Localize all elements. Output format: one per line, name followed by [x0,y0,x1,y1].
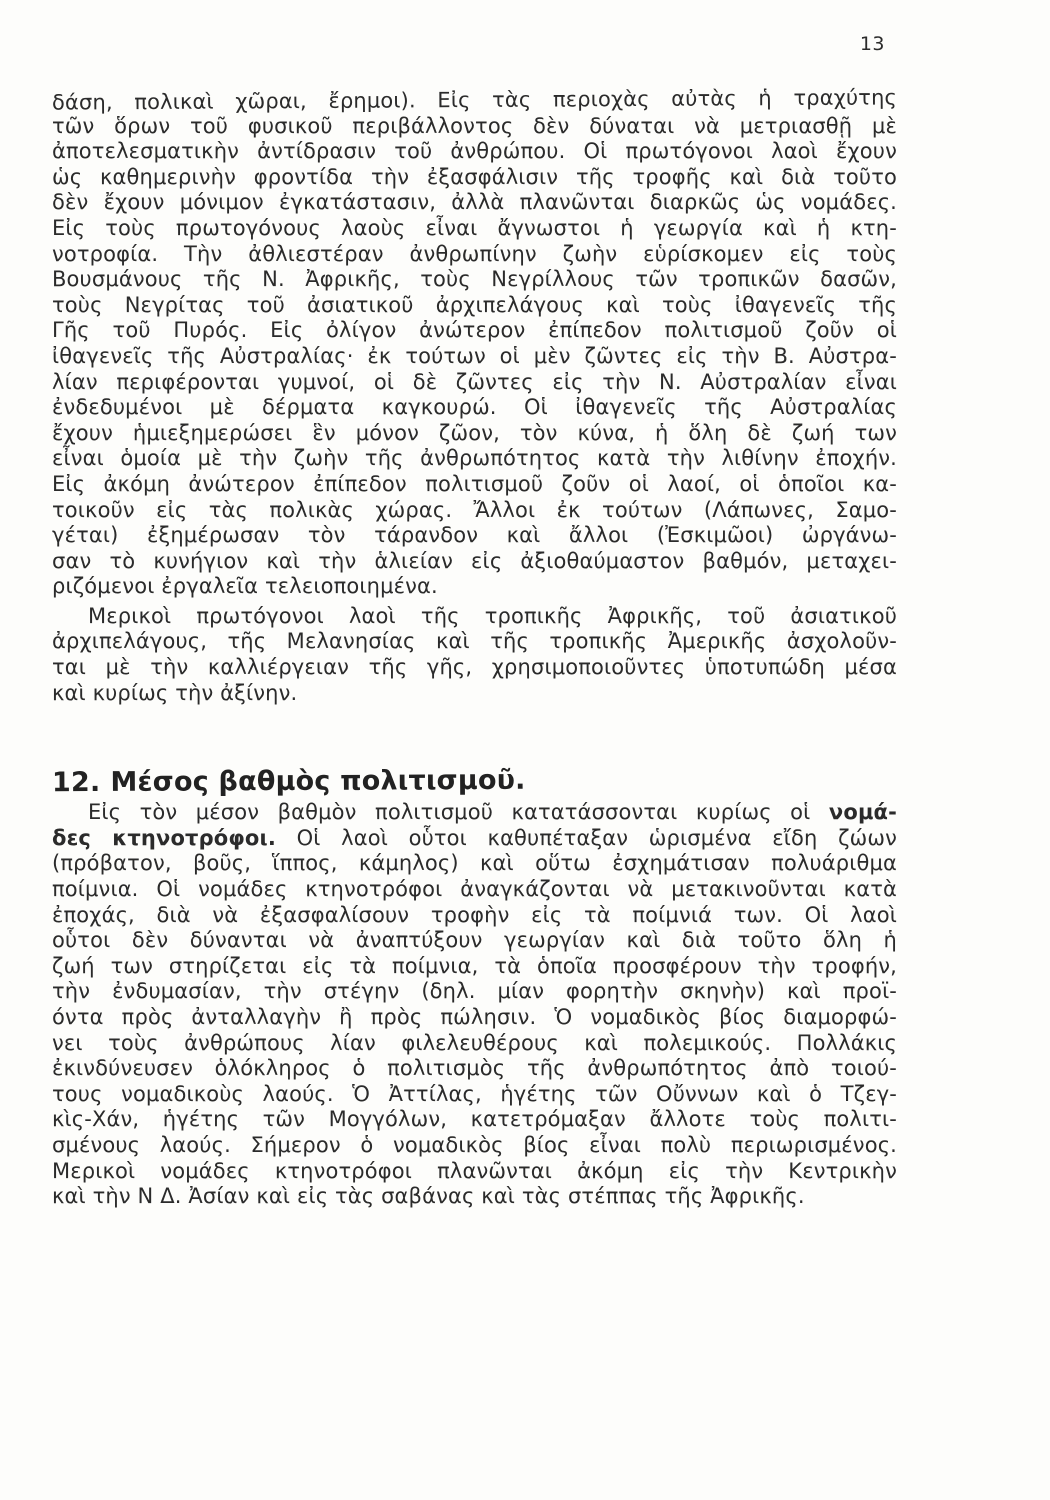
text-line: γέται) ἐξημέρωσαν τὸν τάρανδον καὶ ἄλλοι (Ἐσκιμῶοι) ὠργάνω- [52,523,897,548]
section-spacer [52,706,897,764]
text-line: τους νομαδικοὺς λαούς. Ὁ Ἀττίλας, ἡγέτης τῶν Οὔννων καὶ ὁ Τζεγ- [52,1081,897,1106]
text-column [51,85,898,1210]
text-line: καὶ κυρίως τὴν ἀξίνην. [52,680,298,705]
text-line: εἶναι ὁμοία μὲ τὴν ζωὴν τῆς ἀνθρωπότητος κατὰ τὴν λιθίνην ἐποχήν. [52,446,897,471]
text-line: σμένους λαούς. Σήμερον ὁ νομαδικὸς βίος εἶναι πολὺ περιωρισμένος. [52,1132,897,1157]
text-line: ποίμνια. Οἱ νομάδες κτηνοτρόφοι ἀναγκάζονται νὰ μετακινοῦνται κατὰ [52,877,897,902]
section-heading [52,762,897,802]
bold-term: δες κτηνοτρόφοι. [52,825,276,850]
text-line: ἐποχάς, διὰ νὰ ἐξασφαλίσουν τροφὴν εἰς τὰ ποίμνιά των. Οἱ λαοὶ [52,902,897,927]
page-number: 13 [859,33,885,55]
text-line: Μερικοὶ νομάδες κτηνοτρόφοι πλανῶνται ἀκόμη εἰς τὴν Κεντρικὴν [52,1158,897,1183]
paragraph-2 [52,604,897,706]
text-line: ἐκινδύνευσεν ὁλόκληρος ὁ πολιτισμὸς τῆς ἀνθρωπότητος ἀπὸ τοιού- [52,1056,897,1081]
paragraph-1 [51,85,898,600]
text-line: κὶς-Χάν, ἡγέτης τῶν Μογγόλων, κατετρόμαξαν ἄλλοτε τοὺς πολιτι- [52,1107,897,1132]
text-line: νει τοὺς ἀνθρώπους λίαν φιλελευθέρους καὶ πολεμικούς. Πολλάκις [52,1030,897,1055]
line-text: Εἰς τὸν μέσον βαθμὸν πολιτισμοῦ κατατάσσονται κυρίως οἱ [88,800,811,825]
text-line: δάση, πολικαὶ χῶραι, ἔρημοι). Εἰς τὰς περιοχὰς αὐτὰς ἡ τραχύτης [51,85,898,115]
text-line: Μερικοὶ πρωτόγονοι λαοὶ τῆς τροπικῆς Ἀφρικῆς, τοῦ ἀσιατικοῦ [88,603,897,628]
text-line: ται μὲ τὴν καλλιέργειαν τῆς γῆς, χρησιμοποιοῦντες ὑποτυπώδη μέσα [52,655,897,680]
text-line: Βουσμάνους τῆς Ν. Ἀφρικῆς, τοὺς Νεγρίλλους τῶν τροπικῶν δασῶν, [52,267,897,292]
text-line: τῶν ὅρων τοῦ φυσικοῦ περιβάλλοντος δὲν δύναται νὰ μετριασθῇ μὲ [52,113,897,138]
text-line: ἀρχιπελάγους, τῆς Μελανησίας καὶ τῆς τροπικῆς Ἀμερικῆς ἀσχολοῦν- [52,629,897,654]
text-line: τοικοῦν εἰς τὰς πολικὰς χώρας. Ἄλλοι ἐκ τούτων (Λάπωνες, Σαμο- [52,497,897,522]
text-line: τοὺς Νεγρίτας τοῦ ἀσιατικοῦ ἀρχιπελάγους καὶ τοὺς ἰθαγενεῖς τῆς [52,292,897,317]
text-line: Εἰς ἀκόμη ἀνώτερον ἐπίπεδον πολιτισμοῦ ζοῦν οἱ λαοί, οἱ ὁποῖοι κα- [52,471,897,496]
text-line: ἔχουν ἡμιεξημερώσει ἓν μόνον ζῶον, τὸν κύνα, ἡ ὅλη δὲ ζωή των [52,420,897,445]
text-line [52,800,897,826]
paragraph-3 [52,800,897,1210]
text-line: σαν τὸ κυνήγιον καὶ τὴν ἁλιείαν εἰς ἀξιοθαύμαστον βαθμόν, μεταχει- [52,548,897,573]
text-line: ἰθαγενεῖς τῆς Αὐστραλίας· ἐκ τούτων οἱ μὲν ζῶντες εἰς τὴν Β. Αὐστρα- [52,343,897,368]
text-line: όντα πρὸς ἀνταλλαγὴν ἢ πρὸς πώλησιν. Ὁ νομαδικὸς βίος διαμορφώ- [52,1005,897,1029]
text-line: καὶ τὴν Ν Δ. Ἀσίαν καὶ εἰς τὰς σαβάνας καὶ τὰς στέππας τῆς Ἀφρικῆς. [52,1184,805,1209]
text-line: τὴν ἐνδυμασίαν, τὴν στέγην (δηλ. μίαν φορητὴν σκηνὴν) καὶ προϊ- [52,979,897,1004]
section-number: 12. [51,767,101,799]
text-line: δὲν ἔχουν μόνιμον ἐγκατάστασιν, ἀλλὰ πλανῶνται διαρκῶς ὡς νομάδες. [52,190,897,215]
text-line [52,826,897,852]
text-line: ἐνδεδυμένοι μὲ δέρματα καγκουρώ. Οἱ ἰθαγενεῖς τῆς Αὐστραλίας [52,395,897,420]
text-line: ὡς καθημερινὴν φροντίδα τὴν ἐξασφάλισιν τῆς τροφῆς καὶ διὰ τοῦτο [52,164,897,189]
text-line: Γῆς τοῦ Πυρός. Εἰς ὀλίγον ἀνώτερον ἐπίπεδον πολιτισμοῦ ζοῦν οἱ [52,318,897,343]
text-line: (πρόβατον, βοῦς, ἵππος, κάμηλος) καὶ οὕτω ἐσχημάτισαν πολυάριθμα [52,851,897,876]
line-text: Οἱ λαοὶ οὗτοι καθυπέταξαν ὡρισμένα εἴδη ζώων [275,825,897,850]
text-line: οὗτοι δὲν δύνανται νὰ ἀναπτύξουν γεωργίαν καὶ διὰ τοῦτο ὅλη ἡ [52,928,897,953]
text-line: ἀποτελεσματικὴν ἀντίδρασιν τοῦ ἀνθρώπου. Οἱ πρωτόγονοι λαοὶ ἔχουν [52,139,897,164]
text-line: Εἰς τοὺς πρωτογόνους λαοὺς εἶναι ἄγνωστοι ἡ γεωργία καὶ ἡ κτη- [52,215,897,240]
bold-term: νομά- [828,800,897,825]
text-line: λίαν περιφέρονται γυμνοί, οἱ δὲ ζῶντες εἰς τὴν Ν. Αὐστραλίαν εἶναι [52,369,897,394]
section-title: Μέσος βαθμὸς πολιτισμοῦ. [110,764,526,799]
text-line: νοτροφία. Τὴν ἀθλιεστέραν ἀνθρωπίνην ζωὴν εὑρίσκομεν εἰς τοὺς [52,241,897,266]
text-line: ριζόμενοι ἐργαλεῖα τελειοποιημένα. [52,574,438,599]
text-line: ζωή των στηρίζεται εἰς τὰ ποίμνια, τὰ ὁποῖα προσφέρουν τὴν τροφήν, [52,953,897,978]
